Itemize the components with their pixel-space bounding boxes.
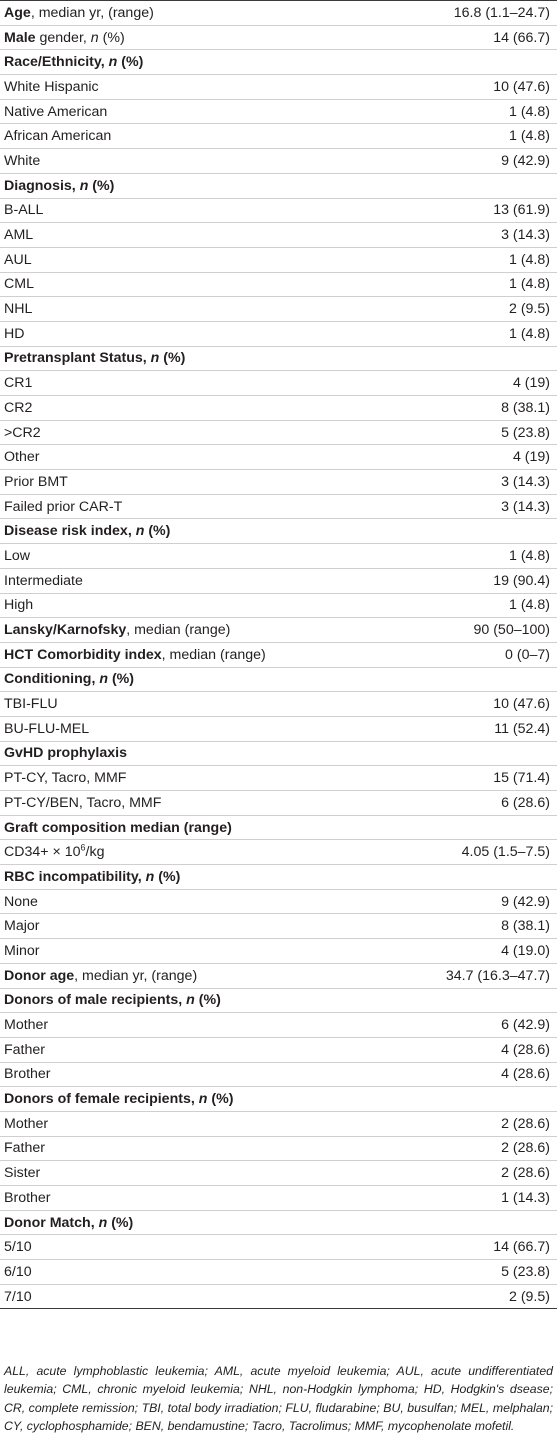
label-text: (%) — [98, 29, 125, 46]
row-label — [4, 1091, 233, 1107]
section-header-row — [0, 1211, 557, 1236]
label-bold: Pretransplant Status, — [4, 350, 151, 367]
row-label — [4, 548, 30, 564]
label-text: Minor — [4, 942, 40, 959]
row-value: 5 (23.8) — [501, 424, 550, 441]
table-row — [0, 544, 557, 569]
table-row — [0, 791, 557, 816]
label-text: B-ALL — [4, 202, 44, 219]
label-text: AML — [4, 227, 34, 244]
row-label — [4, 647, 266, 663]
label-text: Mother — [4, 1017, 49, 1034]
row-label — [4, 5, 154, 21]
label-text: Sister — [4, 1165, 41, 1182]
row-label — [4, 227, 33, 243]
row-value: 1 (14.3) — [501, 1189, 550, 1206]
table-row — [0, 914, 557, 939]
label-text: PT-CY, Tacro, MMF — [4, 770, 127, 787]
table-row — [0, 322, 557, 347]
table-row — [0, 569, 557, 594]
table-row — [0, 495, 557, 520]
label-text: Intermediate — [4, 572, 83, 589]
row-value: 4 (19) — [512, 375, 550, 392]
row-label — [4, 30, 125, 46]
label-text: Brother — [4, 1066, 51, 1083]
row-label — [4, 425, 41, 441]
label-text: >CR2 — [4, 424, 41, 441]
label-text: Native American — [4, 103, 108, 120]
row-value: 15 (71.4) — [493, 770, 550, 787]
table-row — [0, 1235, 557, 1260]
section-header-row — [0, 26, 557, 51]
row-label — [4, 918, 39, 934]
row-label — [4, 104, 107, 120]
row-value: 1 (4.8) — [508, 547, 550, 564]
table-row — [0, 1063, 557, 1088]
label-text: 6/10 — [4, 1263, 32, 1280]
row-label — [4, 202, 43, 218]
label-bold: HCT Comorbidity index — [4, 646, 162, 663]
row-label — [4, 894, 38, 910]
section-header-row — [0, 519, 557, 544]
row-label — [4, 252, 32, 268]
section-header-row — [0, 174, 557, 199]
row-label — [4, 1116, 48, 1132]
row-value: 4 (19.0) — [501, 942, 550, 959]
label-text: African American — [4, 128, 112, 145]
row-label — [4, 301, 32, 317]
row-value: 10 (47.6) — [493, 78, 550, 95]
label-text: gender, — [35, 29, 91, 46]
row-label — [4, 573, 83, 589]
table-row — [0, 371, 557, 396]
row-value: 0 (0–7) — [505, 646, 550, 663]
label-bold: Donors of male recipients, — [4, 992, 187, 1009]
label-text: Low — [4, 547, 31, 564]
row-value: 2 (9.5) — [508, 1288, 550, 1305]
table-row — [0, 199, 557, 224]
row-value: 8 (38.1) — [501, 399, 550, 416]
row-value: 9 (42.9) — [501, 152, 550, 169]
row-value: 2 (28.6) — [501, 1140, 550, 1157]
table-row — [0, 939, 557, 964]
section-header-row — [0, 1, 557, 26]
table-row — [0, 890, 557, 915]
section-header-row — [0, 618, 557, 643]
table-row — [0, 1260, 557, 1285]
row-label — [4, 1215, 133, 1231]
label-italic: n — [90, 29, 99, 46]
label-bold-italic: n — [98, 1214, 108, 1231]
row-value: 1 (4.8) — [508, 276, 550, 293]
row-label — [4, 326, 25, 342]
row-label — [4, 992, 221, 1008]
row-label — [4, 943, 39, 959]
label-text: PT-CY/BEN, Tacro, MMF — [4, 794, 162, 811]
row-label — [4, 1165, 40, 1181]
label-text: High — [4, 597, 34, 614]
label-text: Prior BMT — [4, 473, 68, 490]
label-text: Mother — [4, 1115, 49, 1132]
row-value: 1 (4.8) — [508, 128, 550, 145]
section-header-row — [0, 1087, 557, 1112]
label-bold-italic: n — [108, 54, 118, 71]
row-label — [4, 79, 99, 95]
section-header-row — [0, 643, 557, 668]
table-row — [0, 692, 557, 717]
label-text: BU-FLU-MEL — [4, 720, 90, 737]
label-text: Brother — [4, 1189, 51, 1206]
label-text: , median (range) — [126, 622, 231, 639]
table-row — [0, 273, 557, 298]
row-value: 4.05 (1.5–7.5) — [461, 844, 550, 861]
label-text: Major — [4, 918, 40, 935]
row-label — [4, 178, 114, 194]
table-row — [0, 1161, 557, 1186]
row-label — [4, 770, 126, 786]
label-text: 5/10 — [4, 1239, 32, 1256]
row-label — [4, 1017, 48, 1033]
label-text: CD34+ × 10 — [4, 844, 81, 861]
table-row — [0, 100, 557, 125]
label-bold-italic: n — [150, 350, 160, 367]
row-label — [4, 597, 33, 613]
row-label — [4, 1239, 32, 1255]
table-row — [0, 1112, 557, 1137]
row-value: 3 (14.3) — [501, 227, 550, 244]
label-text: /kg — [85, 844, 105, 861]
row-value: 6 (28.6) — [501, 794, 550, 811]
row-label — [4, 721, 89, 737]
row-value: 1 (4.8) — [508, 597, 550, 614]
label-bold-italic: n — [79, 177, 89, 194]
table-row — [0, 223, 557, 248]
section-header-row — [0, 964, 557, 989]
label-bold-italic: n — [186, 992, 195, 1009]
section-header-row — [0, 50, 557, 75]
label-bold: (%) — [154, 868, 181, 885]
section-header-row — [0, 742, 557, 767]
table-row — [0, 124, 557, 149]
table-row — [0, 75, 557, 100]
label-bold: Male — [4, 29, 36, 46]
section-header-row — [0, 816, 557, 841]
table-footnote: ALL, acute lymphoblastic leukemia; AML, acute myeloid leukemia; AUL, acute undifferentiated leukemia; CML, chronic myeloid leukemia; NHL, non-Hodgkin lymphoma; HD, Hodgkin's dsease; CR, complete remission; TBI, total body irradiation; FLU, fludarabine; BU, busulfan; MEL, melphalan; CY, cyclophosphamide; BEN, bendamustine; Tacro, Tacrolimus; MMF, mycophenolate mofetil. — [4, 1364, 553, 1434]
label-bold: (%) — [117, 54, 144, 71]
row-value: 6 (42.9) — [501, 1017, 550, 1034]
row-value: 14 (66.7) — [493, 1239, 550, 1256]
label-text: AUL — [4, 251, 32, 268]
row-value: 2 (28.6) — [501, 1115, 550, 1132]
row-value: 1 (4.8) — [508, 325, 550, 342]
label-superscript: 6 — [80, 842, 86, 853]
row-label — [4, 523, 170, 539]
section-header-row — [0, 865, 557, 890]
label-bold: Diagnosis, — [4, 177, 80, 194]
label-text: CR1 — [4, 375, 33, 392]
label-bold: (%) — [88, 177, 115, 194]
label-bold: GvHD prophylaxis — [4, 745, 127, 762]
label-bold-italic: n — [145, 868, 155, 885]
row-value: 19 (90.4) — [493, 572, 550, 589]
label-text: NHL — [4, 301, 33, 318]
row-label — [4, 128, 111, 144]
table-row — [0, 1013, 557, 1038]
label-text: Other — [4, 449, 40, 466]
table-row — [0, 1137, 557, 1162]
label-bold: Conditioning, — [4, 671, 100, 688]
row-label — [4, 795, 161, 811]
row-value: 2 (28.6) — [501, 1165, 550, 1182]
row-label — [4, 968, 197, 984]
table-row — [0, 248, 557, 273]
label-text: White — [4, 152, 41, 169]
row-label — [4, 153, 40, 169]
table-row — [0, 421, 557, 446]
label-bold: Race/Ethnicity, — [4, 54, 109, 71]
table-row — [0, 396, 557, 421]
row-label — [4, 745, 127, 761]
label-text: CR2 — [4, 399, 33, 416]
table-row — [0, 297, 557, 322]
table-row — [0, 840, 557, 865]
row-value: 4 (28.6) — [501, 1041, 550, 1058]
row-label — [4, 400, 32, 416]
row-value: 4 (28.6) — [501, 1066, 550, 1083]
label-bold: (%) — [107, 1214, 134, 1231]
label-text: Father — [4, 1041, 46, 1058]
label-text: , median yr, (range) — [30, 4, 154, 21]
label-bold-italic: n — [198, 1091, 208, 1108]
table-row — [0, 717, 557, 742]
table-row — [0, 149, 557, 174]
row-value: 8 (38.1) — [501, 918, 550, 935]
row-label — [4, 1140, 45, 1156]
table-row — [0, 1038, 557, 1063]
row-value: 3 (14.3) — [501, 473, 550, 490]
label-bold: RBC incompatibility, — [4, 868, 146, 885]
row-value: 13 (61.9) — [493, 202, 550, 219]
label-bold: Donor age — [4, 967, 75, 984]
label-bold: (%) — [159, 350, 186, 367]
table-row — [0, 1186, 557, 1211]
label-text: CML — [4, 276, 34, 293]
label-bold: (%) — [194, 992, 221, 1009]
row-label — [4, 449, 39, 465]
label-bold-italic: n — [135, 523, 145, 540]
label-bold: Graft composition median (range) — [4, 819, 232, 836]
label-text: , median yr, (range) — [74, 967, 198, 984]
label-text: , median (range) — [161, 646, 266, 663]
table-row — [0, 594, 557, 619]
row-value: 14 (66.7) — [493, 29, 550, 46]
section-header-row — [0, 989, 557, 1014]
row-label — [4, 1066, 51, 1082]
label-text: Failed prior CAR-T — [4, 498, 123, 515]
table-row — [0, 445, 557, 470]
table-row — [0, 766, 557, 791]
table-row — [0, 1285, 557, 1310]
row-value: 16.8 (1.1–24.7) — [453, 4, 550, 21]
label-bold: Age — [4, 4, 31, 21]
row-value: 3 (14.3) — [501, 498, 550, 515]
row-label — [4, 350, 185, 366]
row-value: 34.7 (16.3–47.7) — [445, 967, 550, 984]
section-header-row — [0, 668, 557, 693]
row-label — [4, 54, 143, 70]
row-label — [4, 276, 34, 292]
row-value: 11 (52.4) — [494, 720, 550, 737]
row-label — [4, 1289, 32, 1305]
label-text: HD — [4, 325, 25, 342]
label-bold: Disease risk index, — [4, 523, 136, 540]
label-bold: (%) — [108, 671, 135, 688]
label-bold: Lansky/Karnofsky — [4, 622, 127, 639]
row-label — [4, 375, 32, 391]
row-value: 10 (47.6) — [493, 696, 550, 713]
label-text: None — [4, 893, 38, 910]
row-label — [4, 696, 58, 712]
label-bold-italic: n — [99, 671, 109, 688]
label-bold: Donors of female recipients, — [4, 1091, 199, 1108]
label-bold: Donor Match, — [4, 1214, 99, 1231]
label-bold: (%) — [207, 1091, 234, 1108]
row-value: 5 (23.8) — [501, 1263, 550, 1280]
row-label — [4, 844, 104, 860]
row-label — [4, 474, 68, 490]
label-text: White Hispanic — [4, 78, 99, 95]
table-row — [0, 470, 557, 495]
row-label — [4, 1264, 32, 1280]
row-value: 1 (4.8) — [508, 103, 550, 120]
label-text: 7/10 — [4, 1288, 32, 1305]
row-label — [4, 622, 230, 638]
row-value: 2 (9.5) — [508, 301, 550, 318]
row-label — [4, 869, 180, 885]
row-label — [4, 671, 134, 687]
section-header-row — [0, 347, 557, 372]
label-text: TBI-FLU — [4, 696, 58, 713]
row-value: 4 (19) — [512, 449, 550, 466]
row-label — [4, 1190, 51, 1206]
row-value: 90 (50–100) — [473, 622, 550, 639]
row-label — [4, 1042, 45, 1058]
row-value: 1 (4.8) — [508, 251, 550, 268]
row-label — [4, 820, 232, 836]
row-value: 9 (42.9) — [501, 893, 550, 910]
label-bold: (%) — [144, 523, 171, 540]
row-label — [4, 499, 122, 515]
label-text: Father — [4, 1140, 46, 1157]
